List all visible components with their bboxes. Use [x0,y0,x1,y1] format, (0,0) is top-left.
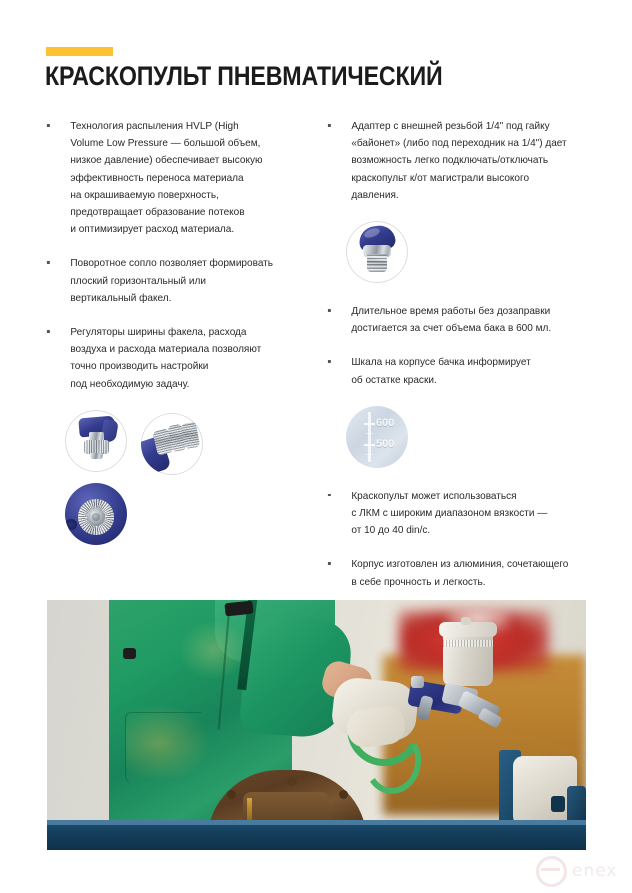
bullet-tank-volume [325,303,590,337]
photo-bench-rail-highlight [47,820,586,825]
knob-center-shape [92,513,100,521]
bullet-dot-icon [47,124,50,127]
adapter-thread-knurl [367,254,387,272]
right-product-image-cup-wrap [325,406,597,488]
bullet-dot-icon [328,562,331,565]
photo-nail [247,798,252,822]
bullet-line: Корпус изготовлен из алюминия, сочетающего [351,559,569,571]
cup-scale-label-600: 600 [376,416,395,429]
enex-circle-e-icon [536,856,567,887]
bullet-line: краскопульт к/от магистрали высокого [351,172,530,184]
bullet-line: Адаптер с внешней резьбой 1/4" под гайку [351,121,550,132]
bullet-line: Volume Low Pressure — большой объем, [70,138,261,150]
left-column [44,118,316,550]
bullet-dot-icon [328,124,331,127]
bullet-line: точно производить настройки [70,361,209,373]
accent-bar [46,47,113,56]
photo-spray-gun-cup-knob [461,617,471,625]
bullet-line: под необходимую задачу. [70,378,190,390]
product-image-flow-knob [65,483,127,545]
bullet-line: низкое давление) обеспечивает высокую [70,155,263,167]
bullet-line: воздуха и расхода материала позволяют [70,344,262,356]
photo-overall-clip [123,648,136,659]
bullet-line: эффективность переноса материала [70,172,244,184]
bullet-dot-icon [47,330,50,333]
left-product-images [44,410,316,550]
cup-scale-label-500: 500 [376,437,395,450]
photo-rusty-bolt [287,776,297,786]
bullet-dot-icon [328,360,331,363]
bullet-line: в себе прочность и легкость. [351,576,486,588]
bullet-line: Краскопульт может использоваться [351,490,517,502]
cup-body-shape [346,406,408,468]
bullet-line: Технология распыления HVLP (High [70,121,239,132]
bullet-aluminium-body [325,556,590,590]
bullet-line: Длительное время работы без дозаправки [351,306,551,318]
bullet-line: от 10 до 40 din/c. [351,525,431,537]
bullet-line: Шкала на корпусе бачка информирует [351,357,531,369]
photo-bench-clip [551,796,565,812]
product-image-adapter [346,221,408,283]
hero-photo [47,600,586,850]
bullet-line: возможность легко подключать/отключать [351,155,549,167]
bullet-regulators [44,324,309,393]
bullet-rotating-nozzle [44,255,309,307]
bullet-line: с ЛКМ с широким диапазоном вязкости — [351,508,548,520]
bullet-line: и оптимизирует расход материала. [70,224,235,236]
watermark-text: enex [572,861,618,881]
bullet-adapter [325,118,590,204]
watermark-logo [536,857,628,885]
bullet-line: Регуляторы ширины факела, расхода [70,327,247,339]
photo-overall-pocket [125,712,202,785]
product-image-paint-cup [346,406,408,468]
nozzle-tip-shape [90,453,103,459]
cup-tick-major [364,423,375,425]
bullet-dot-icon [47,261,50,264]
bullet-line: предотвращает образование потеков [70,207,245,219]
bullet-line: Поворотное сопло позволяет формировать [70,258,274,270]
right-product-image-adapter-wrap [325,221,597,303]
knob-notch-shape [65,519,77,530]
cup-tick-major [364,444,375,446]
bullet-line: достигается за счет объема бака в 600 мл. [351,323,552,335]
bullet-line: об остатке краски. [351,374,437,386]
photo-spray-gun-cup-ring [443,640,493,647]
bullet-scale [325,354,590,388]
bullet-dot-icon [328,309,331,312]
photo-rusty-bolt [227,790,236,799]
page-title: КРАСКОПУЛЬТ ПНЕВМАТИЧЕСКИЙ [45,61,443,91]
regulator-ring-3-knurl [181,422,200,449]
product-image-nozzle [65,410,127,472]
product-image-regulators [141,413,203,475]
bullet-viscosity [325,488,590,540]
bullet-line: «байонет» (либо под переходник на 1/4") дает [351,138,567,150]
bullet-line: на окрашиваемую поверхность, [70,189,219,201]
photo-spray-gun-knob [411,676,424,688]
bullet-line: плоский горизонтальный или [70,275,206,287]
cup-tick-minor [366,433,373,435]
bullet-line: давления. [351,189,399,201]
photo-rusty-bolt [339,790,348,799]
bullet-hvlp-technology [44,118,309,238]
bullet-line: вертикальный факел. [70,292,172,304]
bullet-dot-icon [328,494,331,497]
nozzle-ridges-shape [84,440,109,454]
cup-tick-minor [366,454,373,456]
right-column [325,118,597,608]
